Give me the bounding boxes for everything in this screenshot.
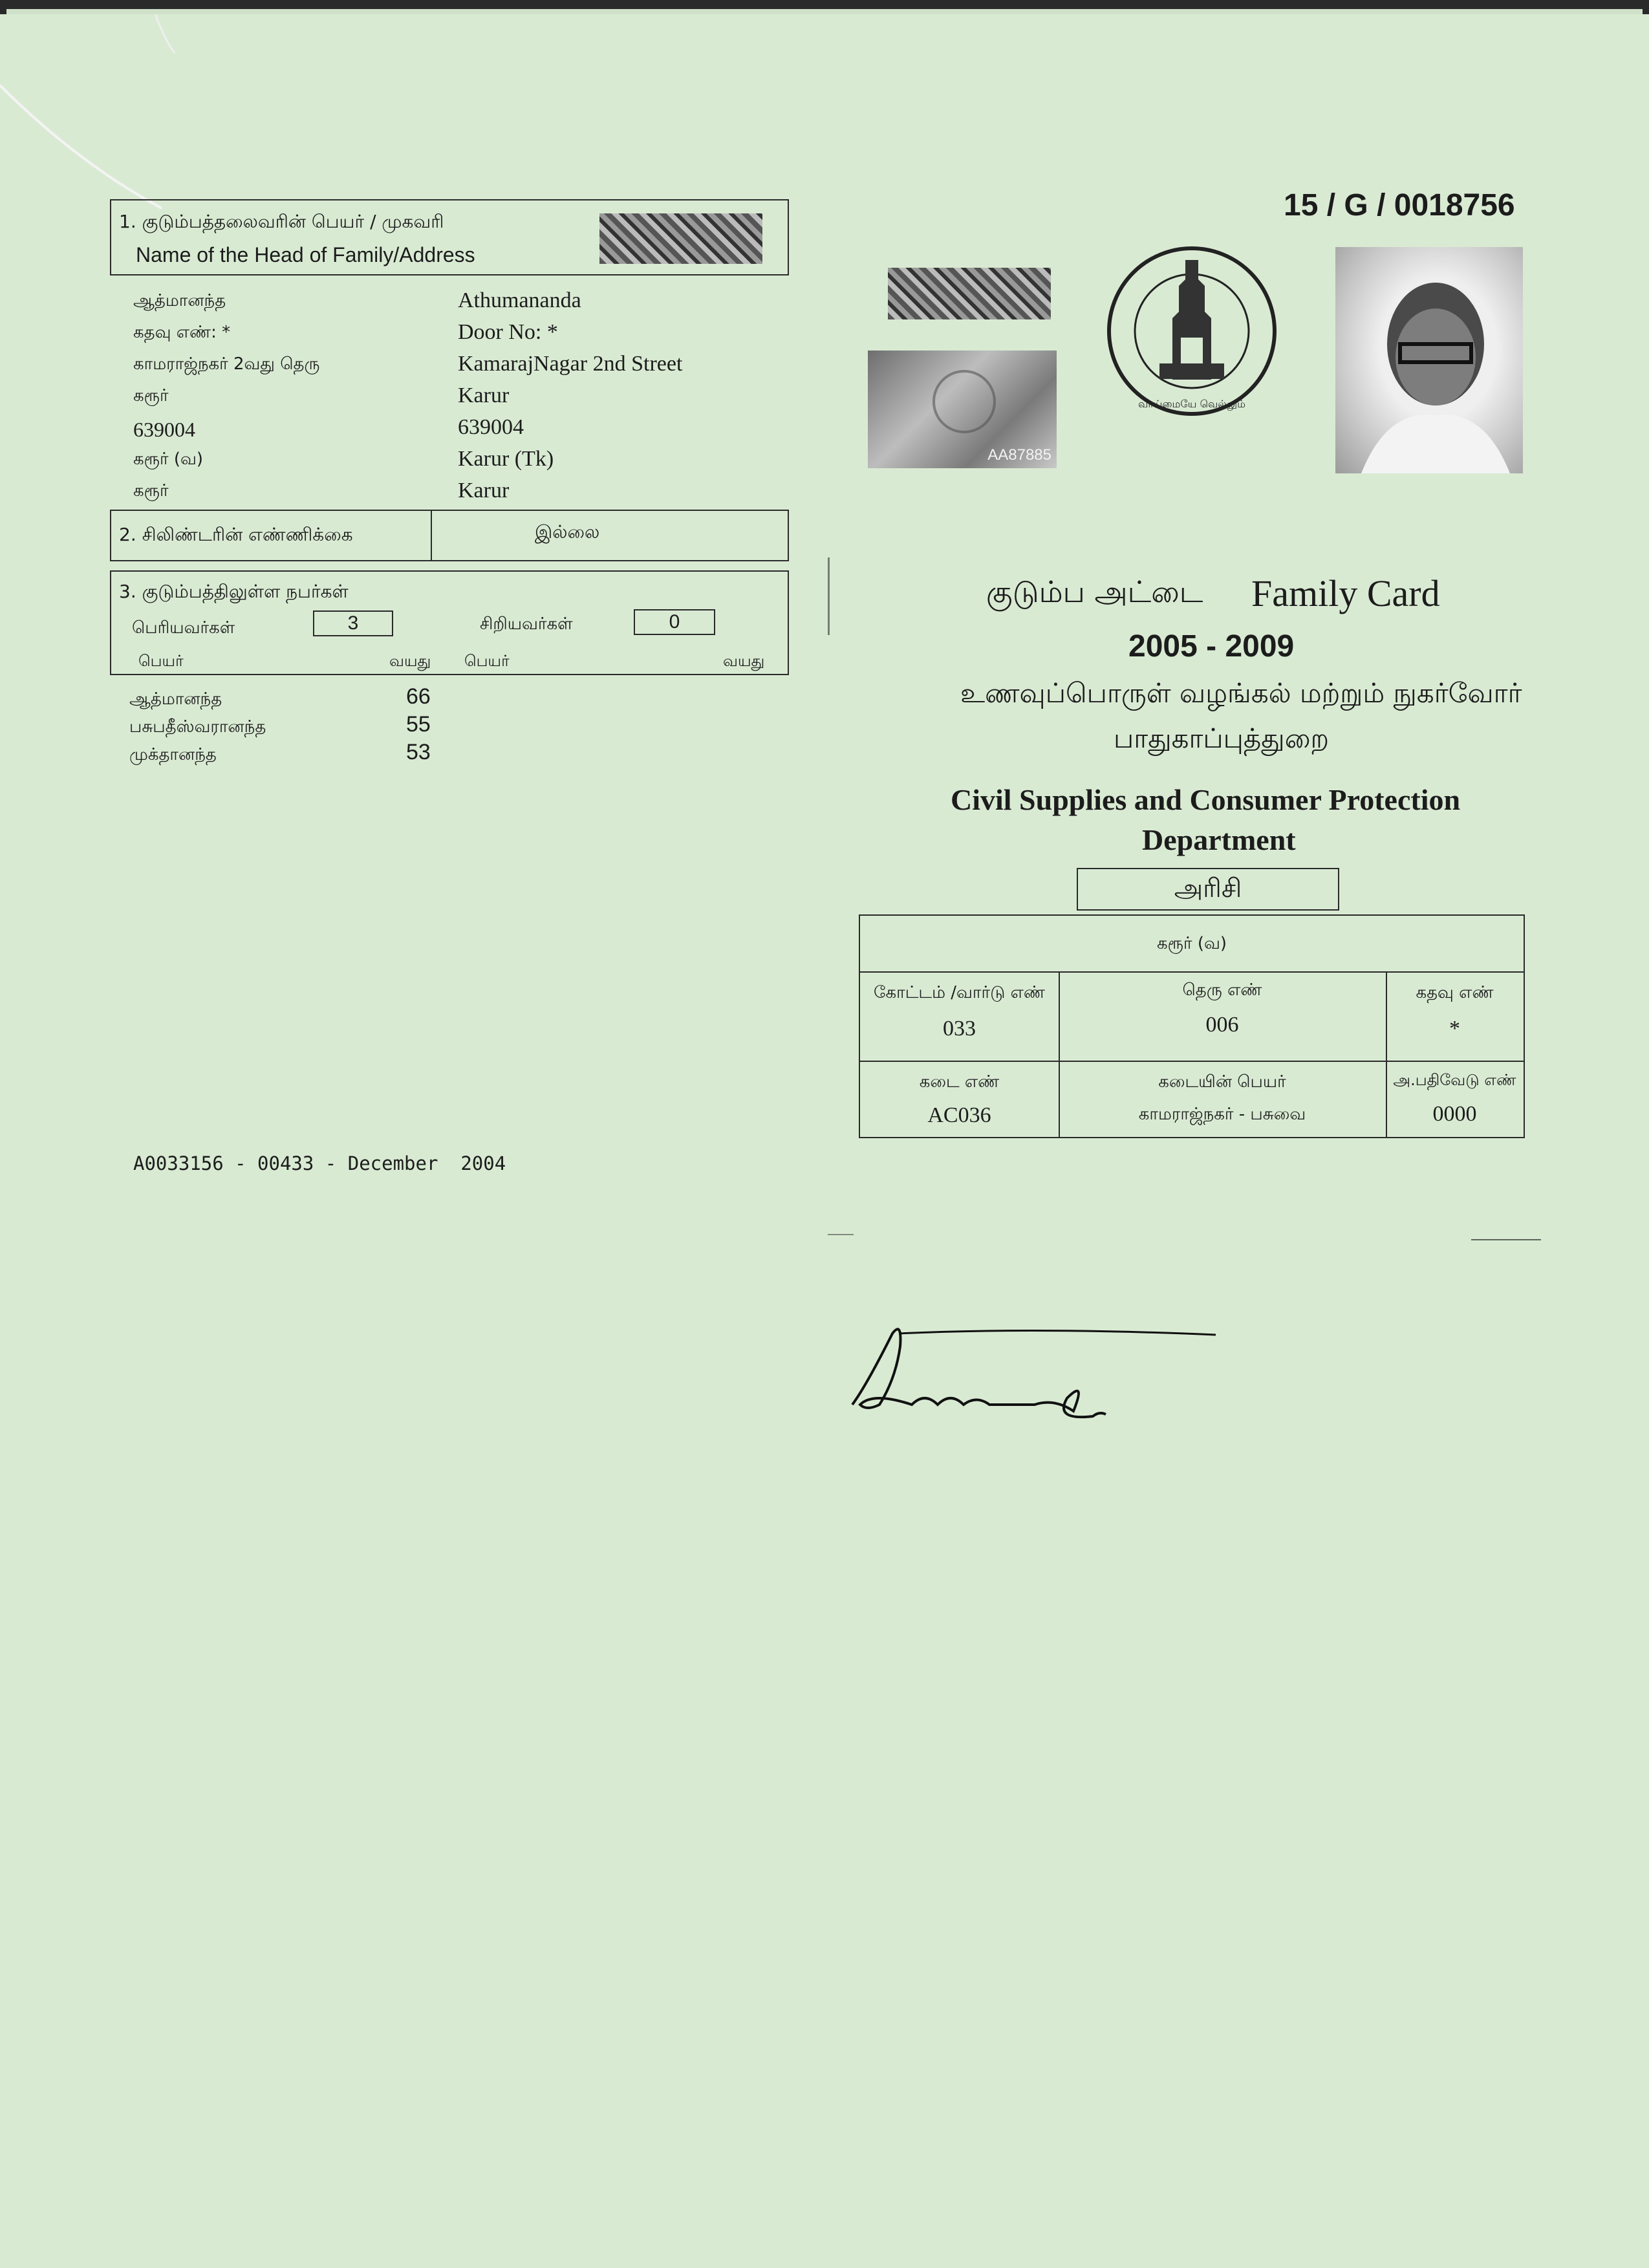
card-number: 15 / G / 0018756 — [1284, 188, 1515, 222]
cylinder-label: 2. சிலிண்டரின் எண்ணிக்கை — [119, 524, 353, 545]
col-name-2: பெயர் — [464, 652, 510, 670]
col-age: வயது — [389, 652, 431, 670]
address-ta-line: காமராஜ்நகர் 2வது தெரு — [133, 354, 320, 374]
dept-tamil-line-2: பாதுகாப்புத்துறை — [1114, 722, 1330, 754]
rice-category-box — [1077, 868, 1339, 911]
cylinder-divider — [431, 511, 432, 560]
fold-mark — [828, 557, 830, 635]
family-card-page — [0, 14, 1649, 2268]
members-box — [110, 570, 789, 675]
shop-number-label: கடை எண் — [919, 1072, 1000, 1092]
street-label: தெரு எண் — [1182, 980, 1262, 1000]
member-age: 55 — [406, 712, 431, 737]
hologram-emblem — [932, 370, 996, 433]
address-ta-line: கரூர் — [133, 386, 169, 405]
card-title-tamil: குடும்ப அட்டை — [986, 574, 1203, 609]
address-english-column — [458, 288, 682, 510]
address-en-line: 639004 — [458, 415, 524, 439]
cylinder-value: இல்லை — [535, 521, 600, 543]
signature — [841, 1308, 1229, 1443]
head-label-english: Name of the Head of Family/Address — [136, 243, 475, 266]
address-ta-line: கரூர் (வ) — [133, 449, 204, 469]
shop-table — [859, 914, 1525, 1138]
address-en-line: Door No: * — [458, 320, 558, 344]
dept-english-line-2: Department — [1142, 823, 1296, 856]
dept-tamil-line-1: உணவுப்பொருள் வழங்கல் மற்றும் நுகர்வோர் — [960, 677, 1522, 709]
head-photo — [1335, 247, 1523, 473]
address-ta-line: ஆத்மானந்த — [133, 291, 226, 310]
address-en-line: Karur — [458, 383, 510, 407]
col-name: பெயர் — [138, 652, 184, 670]
shop-name-label: கடையின் பெயர் — [1158, 1072, 1286, 1092]
card-years: 2005 - 2009 — [1128, 629, 1295, 664]
member-age: 66 — [406, 684, 431, 709]
children-count: 0 — [634, 609, 715, 635]
children-label: சிறியவர்கள் — [480, 614, 573, 634]
footer-code: A0033156 - 00433 - December 2004 — [133, 1152, 506, 1174]
dept-english-line-1: Civil Supplies and Consumer Protection — [951, 783, 1461, 816]
member-name: முக்தானந்த — [129, 745, 217, 764]
door-value: * — [1449, 1017, 1460, 1041]
member-name: ஆத்மானந்த — [129, 689, 222, 709]
adults-label: பெரியவர்கள் — [132, 618, 235, 638]
register-value: 0000 — [1432, 1102, 1477, 1126]
head-of-family-box — [110, 199, 789, 275]
address-en-line: Karur (Tk) — [458, 447, 554, 471]
rice-label: அரிசி — [1174, 874, 1242, 903]
tamil-nadu-emblem — [1105, 241, 1279, 422]
street-value: 006 — [1205, 1013, 1239, 1037]
card-title-english: Family Card — [1251, 572, 1440, 614]
shop-name-value: காமராஜ்நகர் - பசுவை — [1138, 1105, 1306, 1124]
fold-mark — [1471, 1239, 1541, 1240]
shop-number-value: AC036 — [927, 1103, 991, 1127]
redacted-mark-2 — [888, 268, 1051, 319]
address-en-line: Athumananda — [458, 288, 581, 312]
register-label: அ.பதிவேடு எண் — [1393, 1071, 1516, 1089]
member-name: பசுபதீஸ்வரானந்த — [129, 717, 266, 737]
ward-value: 033 — [943, 1017, 976, 1041]
portrait-icon — [1335, 247, 1523, 473]
adults-count: 3 — [313, 610, 393, 636]
door-label: கதவு எண் — [1416, 983, 1494, 1002]
col-age-2: வயது — [723, 652, 765, 670]
member-age: 53 — [406, 740, 431, 764]
table-divider — [860, 1061, 1524, 1062]
address-en-line: KamarajNagar 2nd Street — [458, 352, 683, 376]
head-label-tamil: 1. குடும்பத்தலைவரின் பெயர் / முகவரி — [119, 211, 444, 232]
ward-label: கோட்டம் /வார்டு எண் — [874, 983, 1045, 1002]
address-en-line: Karur — [458, 479, 510, 502]
address-ta-line: கரூர் — [133, 481, 169, 501]
address-tamil-column — [133, 291, 320, 513]
address-ta-line: 639004 — [133, 418, 195, 441]
taluk-value: கரூர் (வ) — [1156, 934, 1227, 953]
table-divider — [860, 971, 1524, 973]
cylinder-box — [110, 510, 789, 561]
address-ta-line: கதவு எண்: * — [133, 323, 231, 342]
hologram-code: AA87885 — [987, 446, 1051, 464]
redacted-mark — [599, 213, 762, 264]
members-label: 3. குடும்பத்திலுள்ள நபர்கள் — [119, 581, 349, 602]
fold-mark — [828, 1234, 854, 1235]
emblem-motto: வாய்மையே வெல்லும் — [1138, 398, 1245, 410]
hologram-sticker — [868, 351, 1057, 468]
